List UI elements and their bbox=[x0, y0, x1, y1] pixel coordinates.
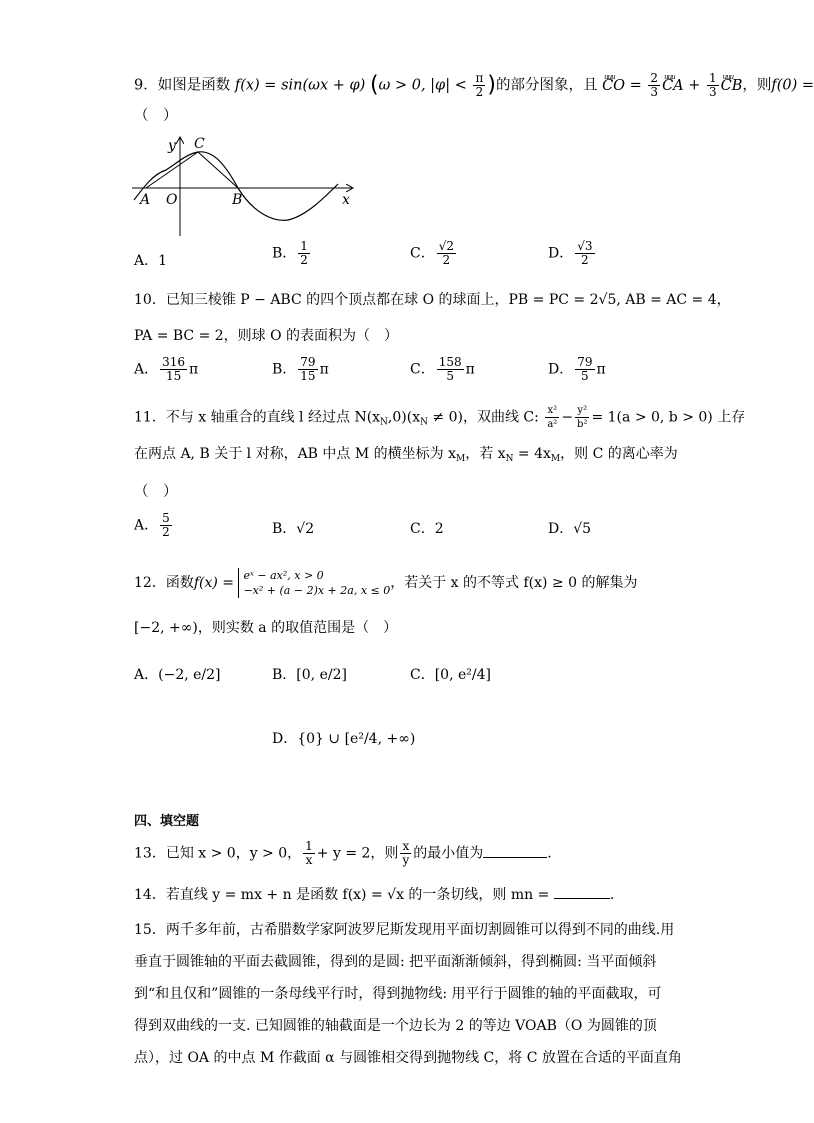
q9-option-d: D． $\frac{√3}{2}$ bbox=[548, 239, 593, 267]
q12-line1: 12．函数f(x) = eˣ − ax², x > 0 −x² + (a − 2)x + 2a, x ≤ 0 ，若关于 x 的不等式 f(x) ≥ 0 的解集为 bbox=[134, 569, 638, 597]
q11-option-b: B．√2 bbox=[272, 521, 315, 537]
q12-line2: [−2, +∞)，则实数 a 的取值范围是（ ） bbox=[134, 620, 398, 636]
q10-option-b: B． $\frac{79}{15}$ π bbox=[272, 355, 329, 383]
label-a: A bbox=[140, 192, 151, 208]
q10-option-c: C． $\frac{158}{5}$ π bbox=[410, 355, 475, 383]
q12-piecewise: eˣ − ax², x > 0 −x² + (a − 2)x + 2a, x ≤ 0 bbox=[238, 568, 390, 598]
q12-option-a: A．(−2, e/2] bbox=[134, 667, 221, 683]
q12-option-d: D．{0} ∪ [e²/4, +∞) bbox=[272, 731, 416, 747]
q11-option-c: C．2 bbox=[410, 521, 444, 537]
q9-stem: 9．如图是函数 f(x) = sin(ωx + φ) (ω > 0, |φ| < $\frac{\pi}{2}$ )的部分图象，且 uuu CO = $\frac{2}{3}$ uuu CA + $\frac{1}{3}$ uuu CB，则f(0) = bbox=[134, 72, 814, 99]
left-paren: ( bbox=[369, 72, 379, 98]
q13-line: 13．已知 x > 0，y > 0， $\frac{1}{x}$ + y = 2，则 $\frac{x}{y}$ 的最小值为 . bbox=[134, 839, 552, 867]
q15-line-5: 点），过 OA 的中点 M 作截面 α 与圆锥相交得到抛物线 C，将 C 放置在合适的平面直角 bbox=[134, 1050, 682, 1066]
q13-answer-blank bbox=[483, 843, 547, 858]
q11-option-a: A． $\frac{5}{2}$ bbox=[134, 511, 170, 539]
q14-answer-blank bbox=[554, 884, 610, 899]
q11-paren: （ ） bbox=[134, 484, 178, 500]
q9-cond-frac: $\frac{\pi}{2}$ bbox=[475, 71, 484, 99]
section-title-fill-in: 四、填空题 bbox=[134, 814, 200, 829]
segment-cb bbox=[198, 152, 238, 188]
q14-line: 14．若直线 y = mx + n 是函数 f(x) = √x 的一条切线，则 mn = . bbox=[134, 884, 614, 905]
label-b: B bbox=[232, 192, 243, 208]
q11-line1: 11．不与 x 轴重合的直线 l 经过点 $N(x_N,0)(x_N \ne 0)$，双曲线 C: $\frac{\text{x²}}{\text{a²}}$ − $\frac{\text{y²}}{\text{b²}}$ = 1(a > 0, b > 0) 上存 bbox=[134, 405, 746, 430]
label-y: y bbox=[168, 138, 176, 154]
q12-option-b: B．[0, e/2] bbox=[272, 667, 347, 683]
label-o: O bbox=[166, 192, 178, 208]
q9-option-a: A．1 bbox=[134, 253, 168, 269]
q9-option-b: B． $\frac{1}{2}$ bbox=[272, 239, 308, 267]
q15-line-2: 垂直于圆锥轴的平面去截圆锥，得到的是圆: 把平面渐渐倾斜，得到椭圆: 当平面倾斜 bbox=[134, 954, 657, 970]
q10-line2: PA = BC = 2，则球 O 的表面积为（ ） bbox=[134, 328, 399, 344]
q15-line-4: 得到双曲线的一支. 已知圆锥的轴截面是一个边长为 2 的等边 VOAB（O 为圆锥的顶 bbox=[134, 1018, 657, 1034]
q10-line1: 10．已知三棱锥 P − ABC 的四个顶点都在球 O 的球面上，PB = PC = 2√5, AB = AC = 4， bbox=[134, 292, 731, 308]
q10-option-d: D． $\frac{79}{5}$ π bbox=[548, 355, 606, 383]
q12-option-c: C．[0, e²/4] bbox=[410, 667, 491, 683]
q11-option-d: D．√5 bbox=[548, 521, 592, 537]
q9-option-c: C． $\frac{√2}{2}$ bbox=[410, 239, 454, 267]
q9-sine-graph bbox=[128, 132, 360, 240]
segment-ca bbox=[146, 152, 198, 188]
q11-line2: 在两点 A, B 关于 l 对称，AB 中点 M 的横坐标为 $x_M$，若 $x_N = 4x_M$，则 C 的离心率为 bbox=[134, 446, 678, 464]
q15-line-1: 15．两千多年前，古希腊数学家阿波罗尼斯发现用平面切割圆锥可以得到不同的曲线.用 bbox=[134, 922, 675, 938]
label-c: C bbox=[194, 136, 205, 152]
label-x: x bbox=[342, 192, 350, 208]
q10-option-a: A． $\frac{316}{15}$ π bbox=[134, 355, 199, 383]
q9-paren: （ ） bbox=[134, 108, 178, 124]
q15-line-3: 到“和且仅和”圆锥的一条母线平行时，得到抛物线: 用平行于圆锥的轴的平面截取，可 bbox=[134, 986, 662, 1002]
